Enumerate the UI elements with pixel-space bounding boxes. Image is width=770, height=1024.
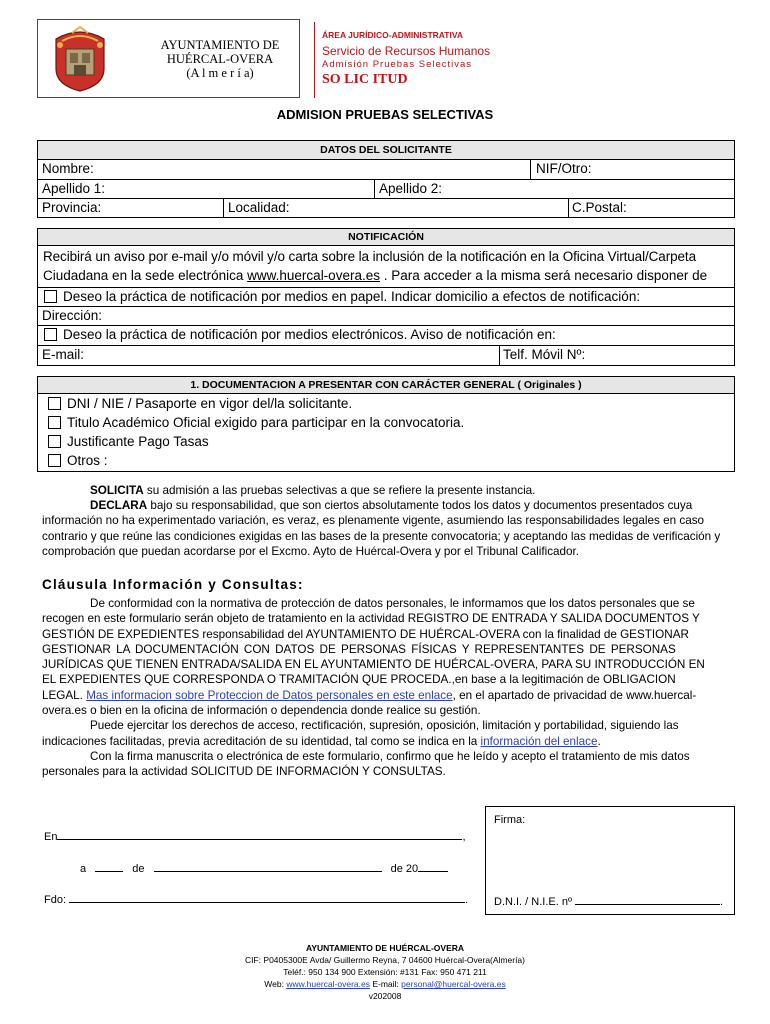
doc-item-1 xyxy=(48,396,352,411)
clause-p1-line-4: GESTIONAR LA DOCUMENTACIÓN CON DATOS DE PERSONAS FÍSICAS Y REPRESENTANTES DE PERSONAS xyxy=(42,642,676,656)
clause-p2-line-2-pre: indicaciones facilitadas, previa acreditación de su identidad, tal como se indica en la xyxy=(42,734,478,748)
cpostal-label: C.Postal: xyxy=(572,200,627,215)
applicant-row-apellidos xyxy=(38,180,734,199)
declara-text-1: bajo su responsabilidad, que son ciertos absolutamente todos los datos y documentos presentados cuya xyxy=(150,499,693,512)
footer-web-label: Web: xyxy=(264,979,284,989)
doc-item-label: Otros : xyxy=(67,453,108,468)
footer xyxy=(0,942,770,1002)
clause-title: Cláusula Información y Consultas: xyxy=(42,577,304,592)
clause-p1-line-6: EL EXPEDIENTES QUE CORRESPONDA O TRAMITACIÓN QUE PROCEDA.,en base a la legitimación de OBLIGACION xyxy=(42,673,676,687)
clause-p1-line-3: GESTIÓN DE EXPEDIENTES responsabilidad del AYUNTAMIENTO DE HUÉRCAL-OVERA con la finalidad de GESTIONAR xyxy=(42,627,689,641)
footer-email-link[interactable]: personal@huercal-overa.es xyxy=(401,979,506,989)
fdo-line xyxy=(44,893,468,906)
clause-p1-line-7-pre: LEGAL. xyxy=(42,688,83,702)
notification-text-line-1: Recibirá un aviso por e-mail y/o móvil y/o carta sobre la inclusión de la notificación en la Oficina Virtual/Carpeta xyxy=(43,249,696,264)
declara-line-4: comprobación que puedan acordarse por el Excmo. Ayto de Huércal-Overa y por el Tribunal Calificador. xyxy=(42,544,580,558)
option-paper-label: Deseo la práctica de notificación por medios en papel. Indicar domicilio a efectos de notificación: xyxy=(63,289,641,304)
doc-checkbox-1[interactable] xyxy=(48,397,61,410)
notification-info xyxy=(38,246,734,288)
clause-p1-line-5: JURÍDICAS QUE TIENEN ENTRADA/SALIDA EN EL AYUNTAMIENTO DE HUÉRCAL-OVERA, PARA SU INTRODUCCIÓN EN xyxy=(42,658,705,672)
footer-org: AYUNTAMIENTO DE HUÉRCAL-OVERA xyxy=(305,943,465,953)
org-name xyxy=(140,38,300,80)
applicant-section xyxy=(37,140,735,218)
subservice-label: Admisión Pruebas Selectivas xyxy=(322,59,473,70)
option-electronic-row xyxy=(38,326,734,346)
declara-paragraph xyxy=(42,498,732,559)
doc-item-label: Titulo Académico Oficial exigido para participar en la convocatoria. xyxy=(67,415,465,430)
de-label: de xyxy=(132,863,145,875)
nombre-label: Nombre: xyxy=(42,161,94,176)
page-title: ADMISION PRUEBAS SELECTIVAS xyxy=(276,107,494,122)
month-field[interactable] xyxy=(154,862,382,872)
footer-version: v202008 xyxy=(368,991,402,1001)
place-line xyxy=(44,830,466,843)
org-line-1: AYUNTAMIENTO DE xyxy=(160,38,280,52)
divider xyxy=(223,199,224,218)
option-paper xyxy=(44,289,640,304)
divider xyxy=(568,199,569,218)
clause-p3-line-2: personales para la actividad SOLICITUD DE INFORMACIÓN Y CONSULTAS. xyxy=(42,765,446,779)
clause-p2-line-1: Puede ejercitar los derechos de acceso, rectificación, supresión, oposición, limitación y portabilidad, siguiendo las xyxy=(90,719,679,733)
sede-link[interactable]: www.huercal-overa.es xyxy=(247,268,380,283)
info-link[interactable]: información del enlace xyxy=(480,734,598,748)
dni-line xyxy=(494,895,723,908)
doc-item-label: DNI / NIE / Pasaporte en vigor del/la solicitante. xyxy=(67,396,353,411)
apellido2-label: Apellido 2: xyxy=(379,181,443,196)
en-label: En xyxy=(44,831,58,843)
dni-label: D.N.I. / N.I.E. nº xyxy=(494,896,572,908)
header-divider xyxy=(314,22,315,98)
firma-label: Firma: xyxy=(494,814,526,826)
clause-p2-line-2 xyxy=(42,734,724,749)
doc-checkbox-2[interactable] xyxy=(48,416,61,429)
direccion-label: Dirección: xyxy=(42,308,103,323)
nif-label: NIF/Otro: xyxy=(536,161,592,176)
email-label: E-mail: xyxy=(42,347,85,362)
doc-item-2 xyxy=(48,415,464,430)
notification-header: NOTIFICACIÓN xyxy=(38,229,734,246)
privacy-link[interactable]: Mas informacion sobre Proteccion de Datos personales en este enlace xyxy=(86,688,453,702)
org-line-2: HUÉRCAL-OVERA xyxy=(166,52,274,66)
solicita-text: su admisión a las pruebas selectivas a que se refiere la presente instancia. xyxy=(146,484,536,497)
place-comma: , xyxy=(462,831,466,843)
footer-phone: Teléf.: 950 134 900 Extensión: #131 Fax: 950 471 211 xyxy=(283,967,487,977)
date-line xyxy=(80,862,448,875)
divider xyxy=(499,346,500,366)
fdo-period: . xyxy=(465,894,469,906)
doc-checkbox-3[interactable] xyxy=(48,435,61,448)
footer-address: CIF: P0405300E Avda/ Guillermo Reyna, 7 04600 Huércal-Overa(Almería) xyxy=(244,955,525,965)
provincia-label: Provincia: xyxy=(42,200,102,215)
divider xyxy=(374,180,375,198)
doc-item-3 xyxy=(48,434,209,449)
notification-text-pre: Ciudadana en la sede electrónica xyxy=(43,268,244,283)
footer-web-link[interactable]: www.huercal-overa.es xyxy=(286,979,370,989)
declara-line-2: información no ha experimentado variación, es veraz, es plenamente vigente, asumiendo las responsabilidades legales en caso xyxy=(42,514,705,528)
divider xyxy=(530,160,531,179)
org-line-3: (A l m e r í a) xyxy=(186,66,254,80)
localidad-label: Localidad: xyxy=(228,200,290,215)
de20-label: de 20 xyxy=(390,863,419,875)
doc-item-4 xyxy=(48,453,108,468)
day-field[interactable] xyxy=(95,862,123,872)
electronic-checkbox[interactable] xyxy=(44,328,57,341)
doc-item-label: Justificante Pago Tasas xyxy=(67,434,209,449)
fdo-label: Fdo: xyxy=(44,894,67,906)
contact-row xyxy=(38,346,734,366)
option-electronic xyxy=(44,327,556,342)
applicant-header: DATOS DEL SOLICITANTE xyxy=(38,141,734,160)
place-field[interactable] xyxy=(57,830,462,840)
clause-p1-line-7-post: , en el apartado de privacidad de www.huercal- xyxy=(452,688,697,702)
option-electronic-label: Deseo la práctica de notificación por medios electrónicos. Aviso de notificación en: xyxy=(63,327,556,342)
clause-body xyxy=(42,596,724,780)
a-label: a xyxy=(80,863,87,875)
dni-field[interactable] xyxy=(575,895,720,905)
declara-line-3: contrario y que reúne las condiciones exigidas en las bases de la presente convocatoria; y aceptando las medidas de verificación y xyxy=(42,529,721,543)
clause-p1-line-7 xyxy=(42,688,724,703)
notification-section xyxy=(37,228,735,366)
doc-checkbox-4[interactable] xyxy=(48,454,61,467)
applicant-row-nombre xyxy=(38,160,734,180)
applicant-row-provincia xyxy=(38,199,734,218)
notification-text-line-2 xyxy=(43,266,729,285)
declara-keyword: DECLARA xyxy=(90,499,148,512)
solicita-keyword: SOLICITA xyxy=(90,484,144,497)
footer-contact xyxy=(0,978,770,990)
fdo-field[interactable] xyxy=(69,893,465,903)
service-label: Servicio de Recursos Humanos xyxy=(322,44,491,58)
documentation-header: 1. DOCUMENTACION A PRESENTAR CON CARÁCTER GENERAL ( Originales ) xyxy=(38,377,734,394)
dni-period: . xyxy=(720,896,724,908)
coat-of-arms-logo xyxy=(50,25,110,92)
clause-p1-line-8: overa.es o bien en la oficina de información o dependencia donde realice su gestión. xyxy=(42,704,481,718)
paper-checkbox[interactable] xyxy=(44,290,57,303)
notification-text-post: . Para acceder a la misma será necesario disponer de xyxy=(383,268,708,283)
clause-p2-line-2-post: . xyxy=(597,734,601,748)
clause-p1-line-2: recogen en este formulario serán objeto de tratamiento en la actividad REGISTRO DE ENTRADA Y SALIDA DOCUMENTOS Y xyxy=(42,612,700,626)
doc-type-label: SO LIC ITUD xyxy=(322,72,408,87)
option-paper-row xyxy=(38,288,734,307)
area-label: ÁREA JURÍDICO-ADMINISTRATIVA xyxy=(322,30,464,40)
movil-label: Telf. Móvil Nº: xyxy=(503,347,586,362)
signature-box[interactable] xyxy=(485,806,735,915)
apellido1-label: Apellido 1: xyxy=(42,181,106,196)
footer-email-label: E-mail: xyxy=(372,979,399,989)
year-field[interactable] xyxy=(418,862,448,872)
declara-line-1 xyxy=(42,498,732,513)
clause-p1-line-1: De conformidad con la normativa de protección de datos personales, le informamos que los datos personales que se xyxy=(90,597,695,610)
solicita-paragraph xyxy=(90,483,740,498)
documentation-section xyxy=(37,376,735,472)
clause-p3-line-1: Con la firma manuscrita o electrónica de este formulario, confirmo que he leído y acepto el tratamiento de mis datos xyxy=(90,749,690,763)
direccion-row xyxy=(38,307,734,326)
